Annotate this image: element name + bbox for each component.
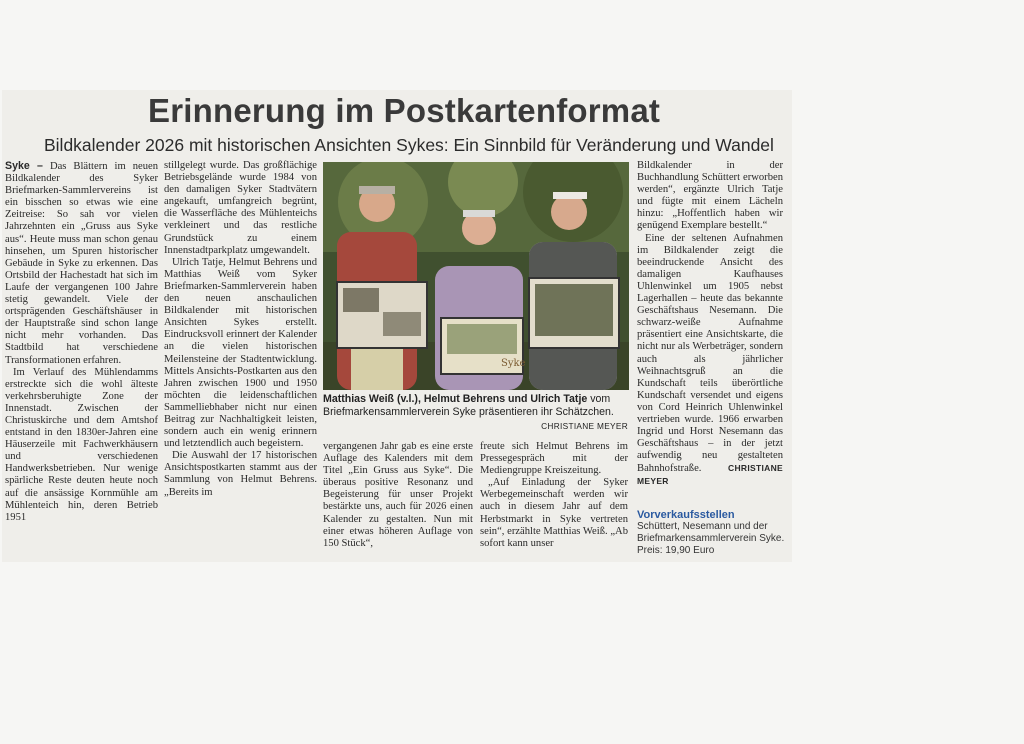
author-byline: CHRISTIANE MEYER (637, 463, 783, 487)
article-photo (323, 162, 629, 390)
paragraph: Syke – Das Blättern im neuen Bildkalender des Syker Briefmarken-Sammlervereins ist ein bisschen so etwas wie eine Zeitreise: So sah vor vielen Jahrzehnten ein „Gruss aus Syke aus“. Heute muss man schon genau hinsehen, um Spuren historischer Gebäude in Syke zu erkennen. Das Ortsbild der Hachestadt hat sich im Laufe der vergangenen 100 Jahre stetig gewandelt. Viele der ortsprägenden Geschäftshäuser in der Hauptstraße sind schon lange nicht mehr vorhanden. Das Stadtbild hat verschiedene Transformationen erfahren. (5, 160, 159, 366)
paragraph: Ulrich Tatje, Helmut Behrens und Matthias Weiß vom Syker Briefmarken-Sammlerverein haben den neuen anschaulichen Bildkalender mit historischen Ansichten Sykes erstellt. Eindrucksvoll erinnert der Kalender an die vielen historischen Meilensteine der Stadtentwicklung. Mittels Ansichts-Postkarten aus den Jahren zwischen 1900 und 1950 möchten die leidenschaftlichen Sammelliebhaber nicht nur einen Beitrag zur Nachhaltigkeit leisten, sondern auch ein wenig erinnern und letztendlich auch begeistern. (164, 256, 317, 450)
article-column-4 (323, 441, 473, 550)
headline: Erinnerung im Postkartenformat (148, 92, 661, 129)
dateline: Syke – (5, 160, 43, 172)
paragraph: Bildkalender in der Buchhandlung Schüttert erworben werden“, ergänzte Ulrich Tatje und fügte mit einem Lächeln hinzu: „Hoffentlich haben wir genügend Exemplare bestellt.“ (637, 160, 783, 232)
calendar-text: Syke (501, 358, 526, 369)
article-column-2 (164, 160, 317, 499)
paragraph: vergangenen Jahr gab es eine erste Auflage des Kalenders mit dem Titel „Ein Gruss aus Syke“. Die überaus positive Resonanz und Begeisterung für unser Projekt bestärkte uns, auch für 2026 einen Kalender zu gestalten. Nun mit einer etwas höheren Auflage von 150 Stück“, (323, 441, 473, 549)
paragraph: freute sich Helmut Behrens im Pressegespräch mit der Mediengruppe Kreiszeitung. (480, 441, 628, 477)
presale-locations: Schüttert, Nesemann und der Briefmarkensammlerverein Syke. (637, 521, 785, 544)
paragraph: stillgelegt wurde. Das großflächige Betriebsgelände wurde 1984 von den damaligen Syker Stadtvätern angekauft, umfangreich begrünt, die Wasserfläche des Mühlenteichs verkleinert und das restliche Grundstück zu einem Innenstadtparkplatz umgewandelt. (164, 160, 317, 256)
article-column-3 (637, 160, 783, 489)
photo-caption: Matthias Weiß (v.l.), Helmut Behrens und Ulrich Tatje vom Briefmarkensammlerverein Syke präsentieren ihr Schätzchen. (323, 393, 614, 418)
presale-heading: Vorverkaufsstellen (637, 509, 735, 521)
paragraph: Die Auswahl der 17 historischen Ansichtspostkarten stammt aus der Sammlung von Helmut Behrens. „Bereits im (164, 450, 317, 498)
subheadline: Bildkalender 2026 mit historischen Ansichten Sykes: Ein Sinnbild für Veränderung und Wandel (44, 135, 774, 155)
photo-illustration (323, 162, 629, 390)
presale-box (637, 509, 787, 557)
paragraph: Eine der seltenen Aufnahmen im Bildkalender zeigt die beeindruckende Ansicht des damaligen Kaufhauses Uhlenwinkel um 1905 nebst Lagerhallen – heute das bekannte Geschäftshaus Nesemann. Die schwarz-weiße Aufnahme präsentiert eine Ansichtskarte, die nicht nur als Werbeträger, sondern auch als jährlicher Weihnachtsgruß an die Kundschaft teils überörtliche Kundschaft versendet und eigens von Cord Heinrich Uhlenwinkel vertrieben wurde. 1966 erwarben Ingrid und Horst Nesemann das Geschäftshaus – in der jetzt aufwendig neu gestalteten Bahnhofstraße. CHRISTIANE MEYER (637, 232, 783, 487)
article-column-5 (480, 441, 628, 550)
paragraph: „Auf Einladung der Syker Werbegemeinschaft werden wir auch in diesem Jahr auf dem Herbstmarkt in Syke vertreten sein“, erzählte Matthias Weiß. „Ab sofort kann unser (480, 477, 628, 549)
article-column-1 (5, 160, 158, 524)
presale-price: Preis: 19,90 Euro (637, 545, 715, 556)
photo-credit: CHRISTIANE MEYER (541, 421, 628, 431)
paragraph: Im Verlauf des Mühlendamms erstreckte sich die wohl älteste verkehrsberuhigte Zone der Innenstadt. Zwischen der Christuskirche und dem Amtshof entstand in den 1830er-Jahren eine Häuserzeile mit Fachwerkhäusern und verschiedenen Handwerksbetrieben. Nur wenige spärliche Reste deuten heute noch auf die ansässige Kornmühle am Mühlenteich hin, deren Betrieb 1951 (5, 366, 158, 523)
